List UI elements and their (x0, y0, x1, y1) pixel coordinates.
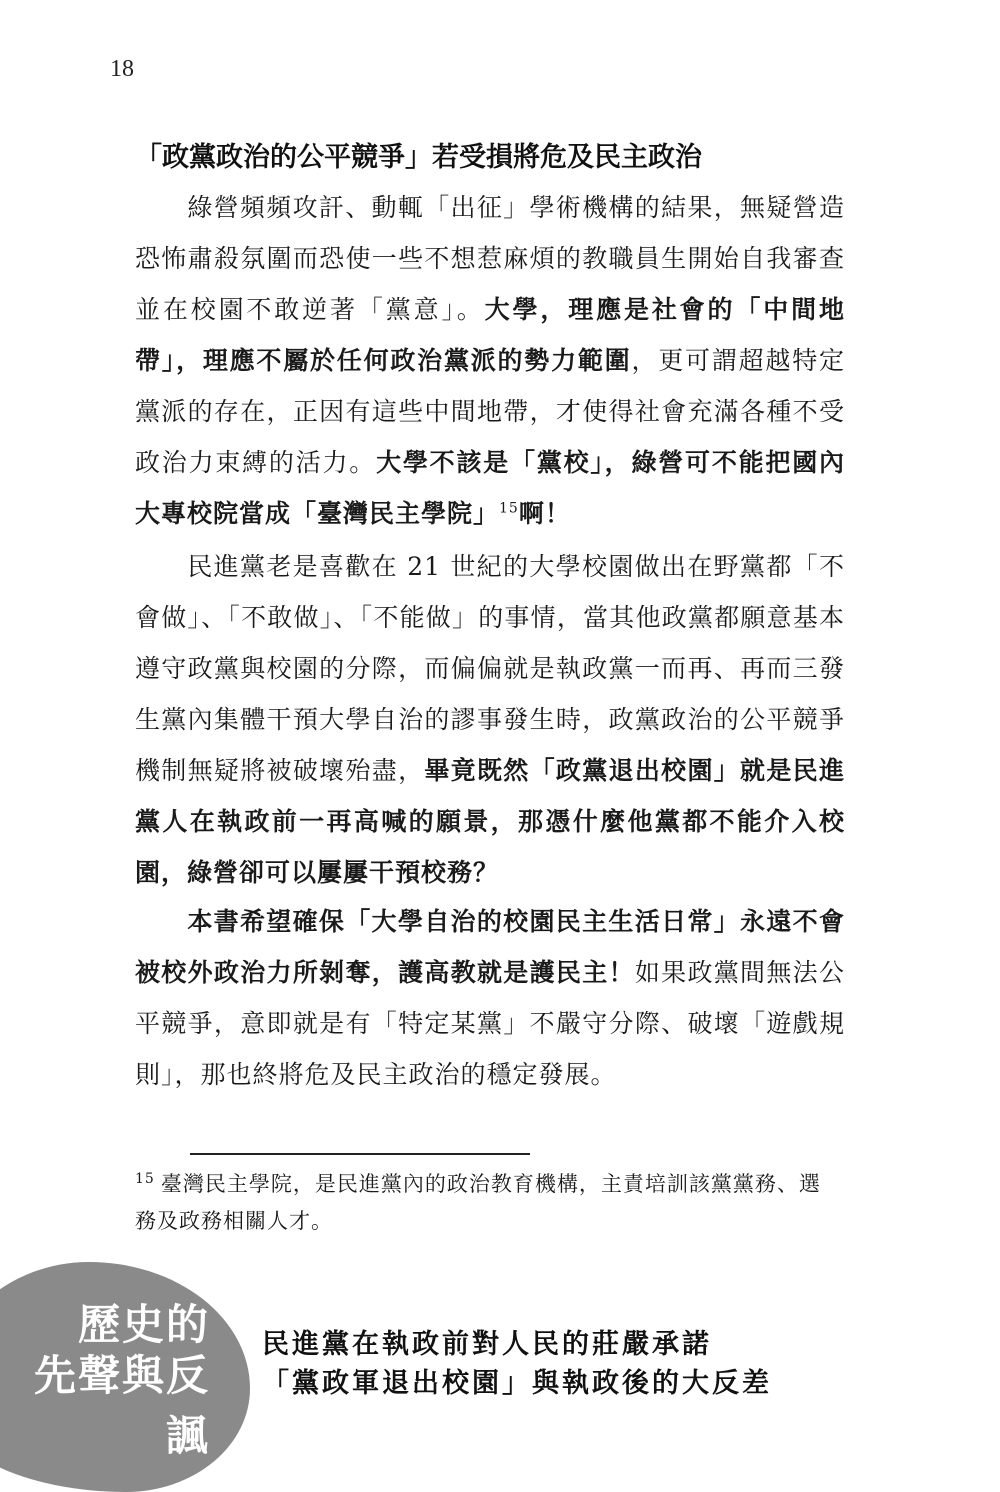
paragraph-2-bold-1: 畢竟既然「政黨退出校園」就是民進黨人在執政前一再高喊的願景，那憑什麼他黨都不能介入校園，綠營卻可以屢屢干預校務？ (135, 756, 845, 887)
footnote-reference[interactable]: 15 (499, 500, 519, 517)
paragraph-1-bold-1: 大學，理應是社會的「中間地帶」，理應不屬於任何政治黨派的勢力範圍 (135, 295, 845, 375)
paragraph-1-text-1: 綠營頻頻攻訐、動輒「出征」學術機構的結果，無疑營造恐怖肅殺氛圍而恐使一些不想惹麻煩的教職員生開始自我審查並在校園不敢逆著「黨意」。 (135, 193, 845, 324)
paragraph-3-bold-1: 本書希望確保「大學自治的校園民主生活日常」永遠不會被校外政治力所剝奪，護高教就是護民主！ (135, 907, 845, 987)
page-number: 18 (110, 56, 134, 82)
section-heading: 「政黨政治的公平競爭」若受損將危及民主政治 (135, 142, 702, 173)
footnote-number: 15 (135, 1171, 155, 1187)
paragraph-2 (135, 541, 845, 898)
footnote-divider (190, 1153, 530, 1155)
paragraph-1-bold-2: 大學不該是「黨校」，綠營可不能把國內大專校院當成「臺灣民主學院」 (135, 448, 845, 528)
paragraph-2-text-1: 民進黨老是喜歡在 21 世紀的大學校園做出在野黨都「不會做」、「不敢做」、「不能做」的事情，當其他政黨都願意基本遵守政黨與校園的分際，而偏偏就是執政黨一而再、再而三發生黨內集體干預大學自治的謬事發生時，政黨政治的公平競爭機制無疑將被破壞殆盡， (135, 552, 845, 785)
chapter-tab-line-2: 先聲與反諷 (33, 1351, 210, 1460)
paragraph-1 (135, 182, 845, 539)
running-subtitle-line-1: 民進黨在執政前對人民的莊嚴承諾 (262, 1329, 712, 1360)
paragraph-3 (135, 896, 845, 1100)
paragraph-1-bold-3: 啊！ (518, 499, 571, 528)
running-subtitle-line-2: 「黨政軍退出校園」與執政後的大反差 (262, 1368, 772, 1399)
chapter-tab-line-1: 歷史的 (77, 1300, 210, 1349)
footnote-text: 臺灣民主學院，是民進黨內的政治教育機構，主責培訓該黨黨務、選務及政務相關人才。 (135, 1172, 821, 1233)
paragraph-3-text-1: 如果政黨間無法公平競爭，意即就是有「特定某黨」不嚴守分際、破壞「遊戲規則」，那也終將危及民主政治的穩定發展。 (135, 958, 845, 1089)
paragraph-1-text-2: ，更可謂超越特定黨派的存在，正因有這些中間地帶，才使得社會充滿各種不受政治力束縛的活力。 (135, 346, 845, 477)
footnote (135, 1166, 835, 1240)
